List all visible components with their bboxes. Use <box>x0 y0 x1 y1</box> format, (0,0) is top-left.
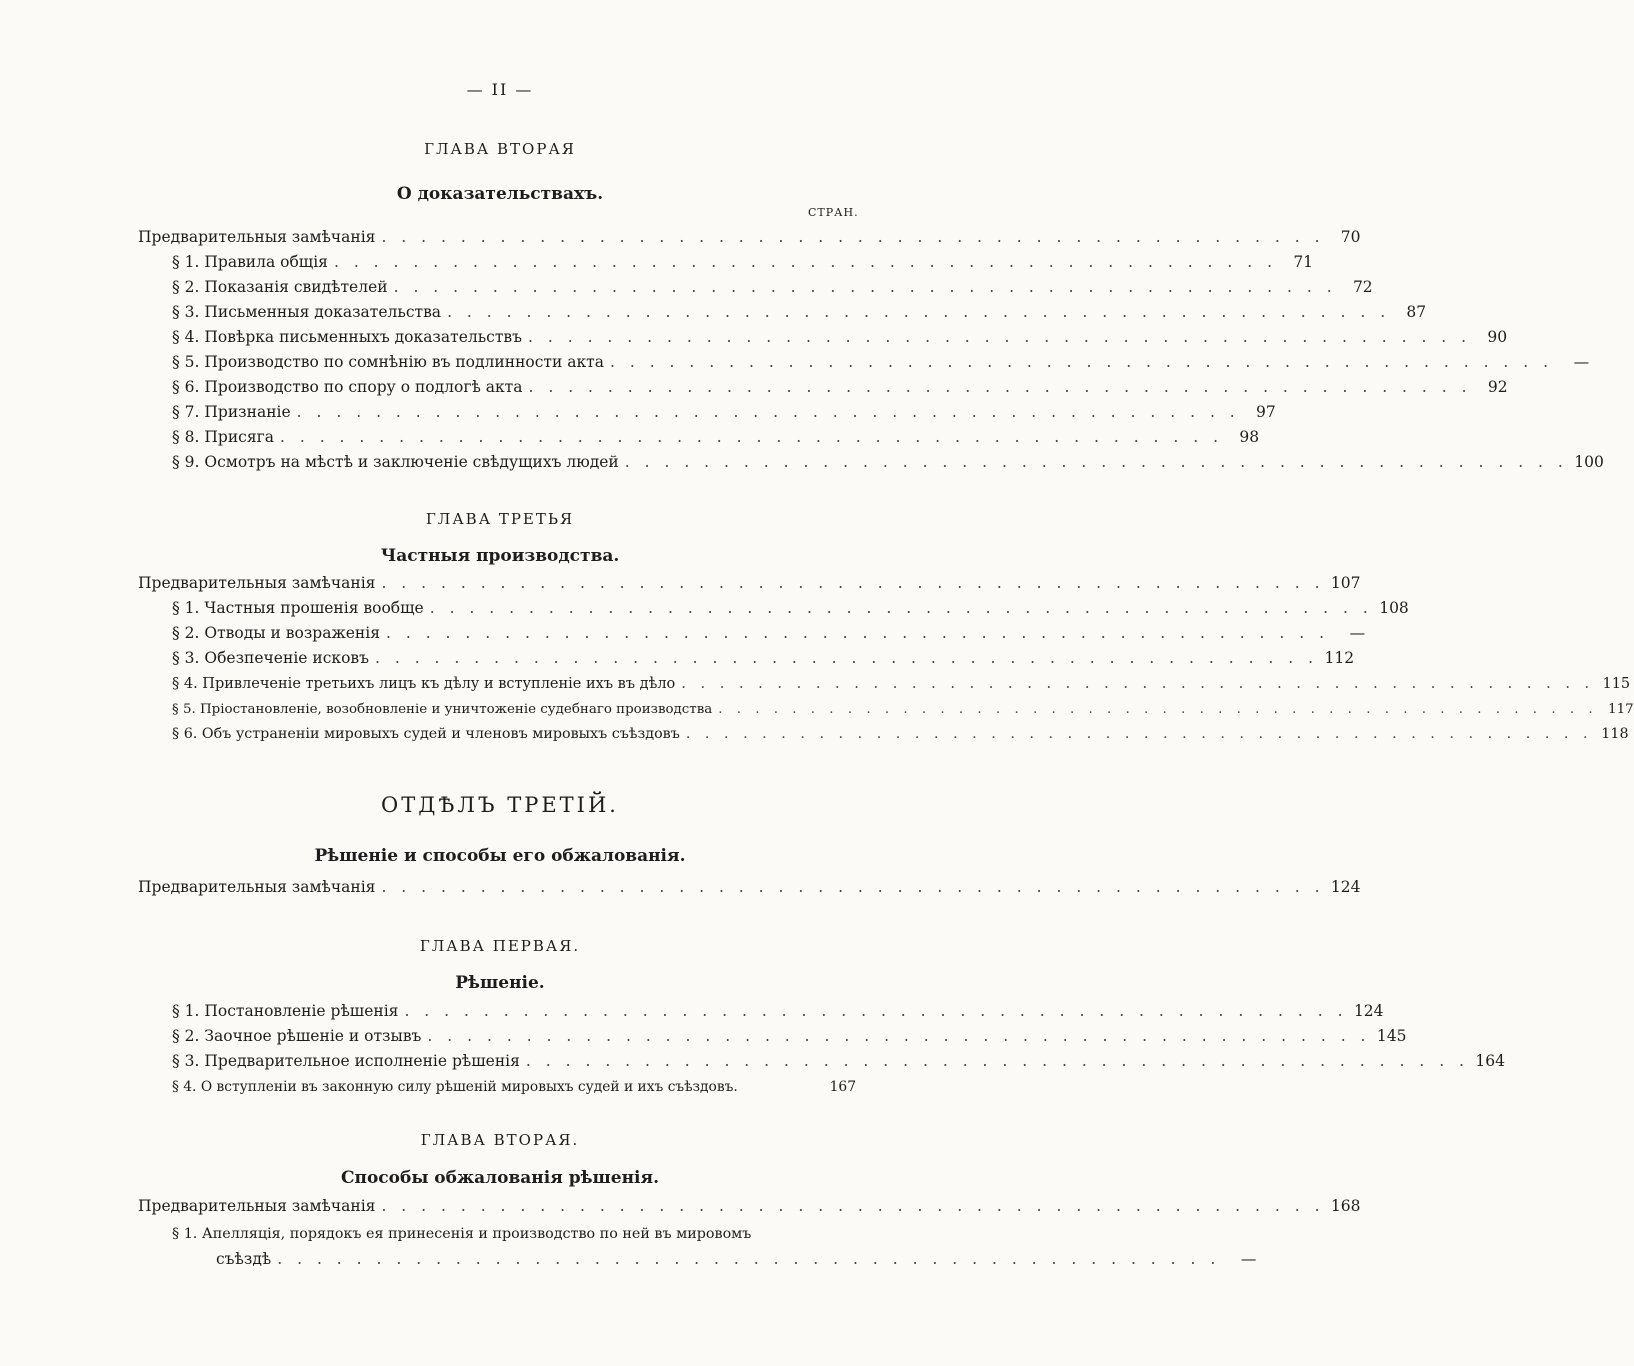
toc-entry: § 6. Производство по спору о подлогѣ акта . . . . . . . . . . . . . . . . . . . . . . . . . . . . . . . . . . . . . . . . . . . . . . . . 92 <box>172 378 1508 396</box>
toc-entry: § 1. Постановленіе рѣшенія . . . . . . . . . . . . . . . . . . . . . . . . . . . . . . . . . . . . . . . . . . . . . . . . 124 <box>172 1002 1384 1020</box>
toc-entry: § 2. Отводы и возраженія . . . . . . . . . . . . . . . . . . . . . . . . . . . . . . . . . . . . . . . . . . . . . . . . — <box>172 624 1366 642</box>
toc-entry: Предварительныя замѣчанія . . . . . . . . . . . . . . . . . . . . . . . . . . . . . . . . . . . . . . . . . . . . . . . . 124 <box>138 878 1361 896</box>
toc-entry: съѣздѣ . . . . . . . . . . . . . . . . . . . . . . . . . . . . . . . . . . . . . . . . . . . . . . . . — <box>216 1250 1257 1268</box>
chapter-two-b-subtitle: Способы обжалованія рѣшенія. <box>341 1168 659 1188</box>
chapter-three-subtitle: Частныя производства. <box>380 546 620 566</box>
toc-entry: § 4. Повѣрка письменныхъ доказательствъ . . . . . . . . . . . . . . . . . . . . . . . . . . . . . . . . . . . . . . . . . . . . . . . . 90 <box>172 328 1508 346</box>
toc-entry: § 1. Правила общія . . . . . . . . . . . . . . . . . . . . . . . . . . . . . . . . . . . . . . . . . . . . . . . . 71 <box>172 253 1314 271</box>
toc-entry: § 8. Присяга . . . . . . . . . . . . . . . . . . . . . . . . . . . . . . . . . . . . . . . . . . . . . . . . 98 <box>172 428 1260 446</box>
chapter-one-subtitle: Рѣшеніе. <box>455 973 545 993</box>
toc-entry: Предварительныя замѣчанія . . . . . . . . . . . . . . . . . . . . . . . . . . . . . . . . . . . . . . . . . . . . . . . . 107 <box>138 574 1361 592</box>
toc-entry: § 2. Заочное рѣшеніе и отзывъ . . . . . . . . . . . . . . . . . . . . . . . . . . . . . . . . . . . . . . . . . . . . . . . . 145 <box>172 1027 1407 1045</box>
toc-entry: § 1. Частныя прошенія вообще . . . . . . . . . . . . . . . . . . . . . . . . . . . . . . . . . . . . . . . . . . . . . . . . 108 <box>172 599 1409 617</box>
toc-entry: § 3. Письменныя доказательства . . . . . . . . . . . . . . . . . . . . . . . . . . . . . . . . . . . . . . . . . . . . . . . . 87 <box>172 303 1427 321</box>
page-number: — II — <box>466 80 534 99</box>
toc-entry: § 3. Предварительное исполненіе рѣшенія . . . . . . . . . . . . . . . . . . . . . . . . . . . . . . . . . . . . . . . . . . . . . . . . 164 <box>172 1052 1505 1070</box>
toc-entry: § 1. Апелляція, порядокъ ея принесенія и производство по ней въ мировомъ <box>172 1226 752 1242</box>
toc-entry: § 6. Объ устраненіи мировыхъ судей и членовъ мировыхъ съѣздовъ . . . . . . . . . . . . . . . . . . . . . . . . . . . . . . . . . . . . . . . . . . . . . . . . 118 <box>172 726 1629 742</box>
toc-entry: Предварительныя замѣчанія . . . . . . . . . . . . . . . . . . . . . . . . . . . . . . . . . . . . . . . . . . . . . . . . 70 <box>138 228 1361 246</box>
section-three-subtitle: Рѣшеніе и способы его обжалованія. <box>314 846 686 866</box>
chapter-two-b-title: ГЛАВА ВТОРАЯ. <box>420 1131 580 1149</box>
chapter-two-subtitle: О доказательствахъ. <box>396 184 604 204</box>
toc-entry: § 5. Пріостановленіе, возобновленіе и уничтоженіе судебнаго производства . . . . . . . . . . . . . . . . . . . . . . . . . . . . . . . . . . . . . . . . . . . . . . . . 117 <box>172 702 1634 717</box>
section-three-title: ОТДѢЛЪ ТРЕТІЙ. <box>381 793 619 817</box>
chapter-three-title: ГЛАВА ТРЕТЬЯ <box>425 510 575 528</box>
chapter-two-title: ГЛАВА ВТОРАЯ <box>424 140 576 158</box>
toc-entry: § 7. Признаніе . . . . . . . . . . . . . . . . . . . . . . . . . . . . . . . . . . . . . . . . . . . . . . . . 97 <box>172 403 1276 421</box>
toc-entry: § 4. О вступленіи въ законную силу рѣшеній мировыхъ судей и ихъ съѣздовъ. 167 <box>172 1079 856 1095</box>
chapter-one-title: ГЛАВА ПЕРВАЯ. <box>419 937 581 955</box>
toc-entry: § 4. Привлеченіе третьихъ лицъ къ дѣлу и вступленіе ихъ въ дѣло . . . . . . . . . . . . . . . . . . . . . . . . . . . . . . . . . . . . . . . . . . . . . . . . 115 <box>172 676 1631 692</box>
toc-entry: § 5. Производство по сомнѣнію въ подлинности акта . . . . . . . . . . . . . . . . . . . . . . . . . . . . . . . . . . . . . . . . . . . . . . . . — <box>172 353 1590 371</box>
toc-entry: § 2. Показанія свидѣтелей . . . . . . . . . . . . . . . . . . . . . . . . . . . . . . . . . . . . . . . . . . . . . . . . 72 <box>172 278 1373 296</box>
toc-entry: Предварительныя замѣчанія . . . . . . . . . . . . . . . . . . . . . . . . . . . . . . . . . . . . . . . . . . . . . . . . 168 <box>138 1197 1361 1215</box>
toc-entry: § 3. Обезпеченіе исковъ . . . . . . . . . . . . . . . . . . . . . . . . . . . . . . . . . . . . . . . . . . . . . . . . 112 <box>172 649 1355 667</box>
toc-entry: § 9. Осмотръ на мѣстѣ и заключеніе свѣдущихъ людей . . . . . . . . . . . . . . . . . . . . . . . . . . . . . . . . . . . . . . . . . . . . . . . . 100 <box>172 453 1604 471</box>
page-column-label: СТРАН. <box>808 206 859 219</box>
